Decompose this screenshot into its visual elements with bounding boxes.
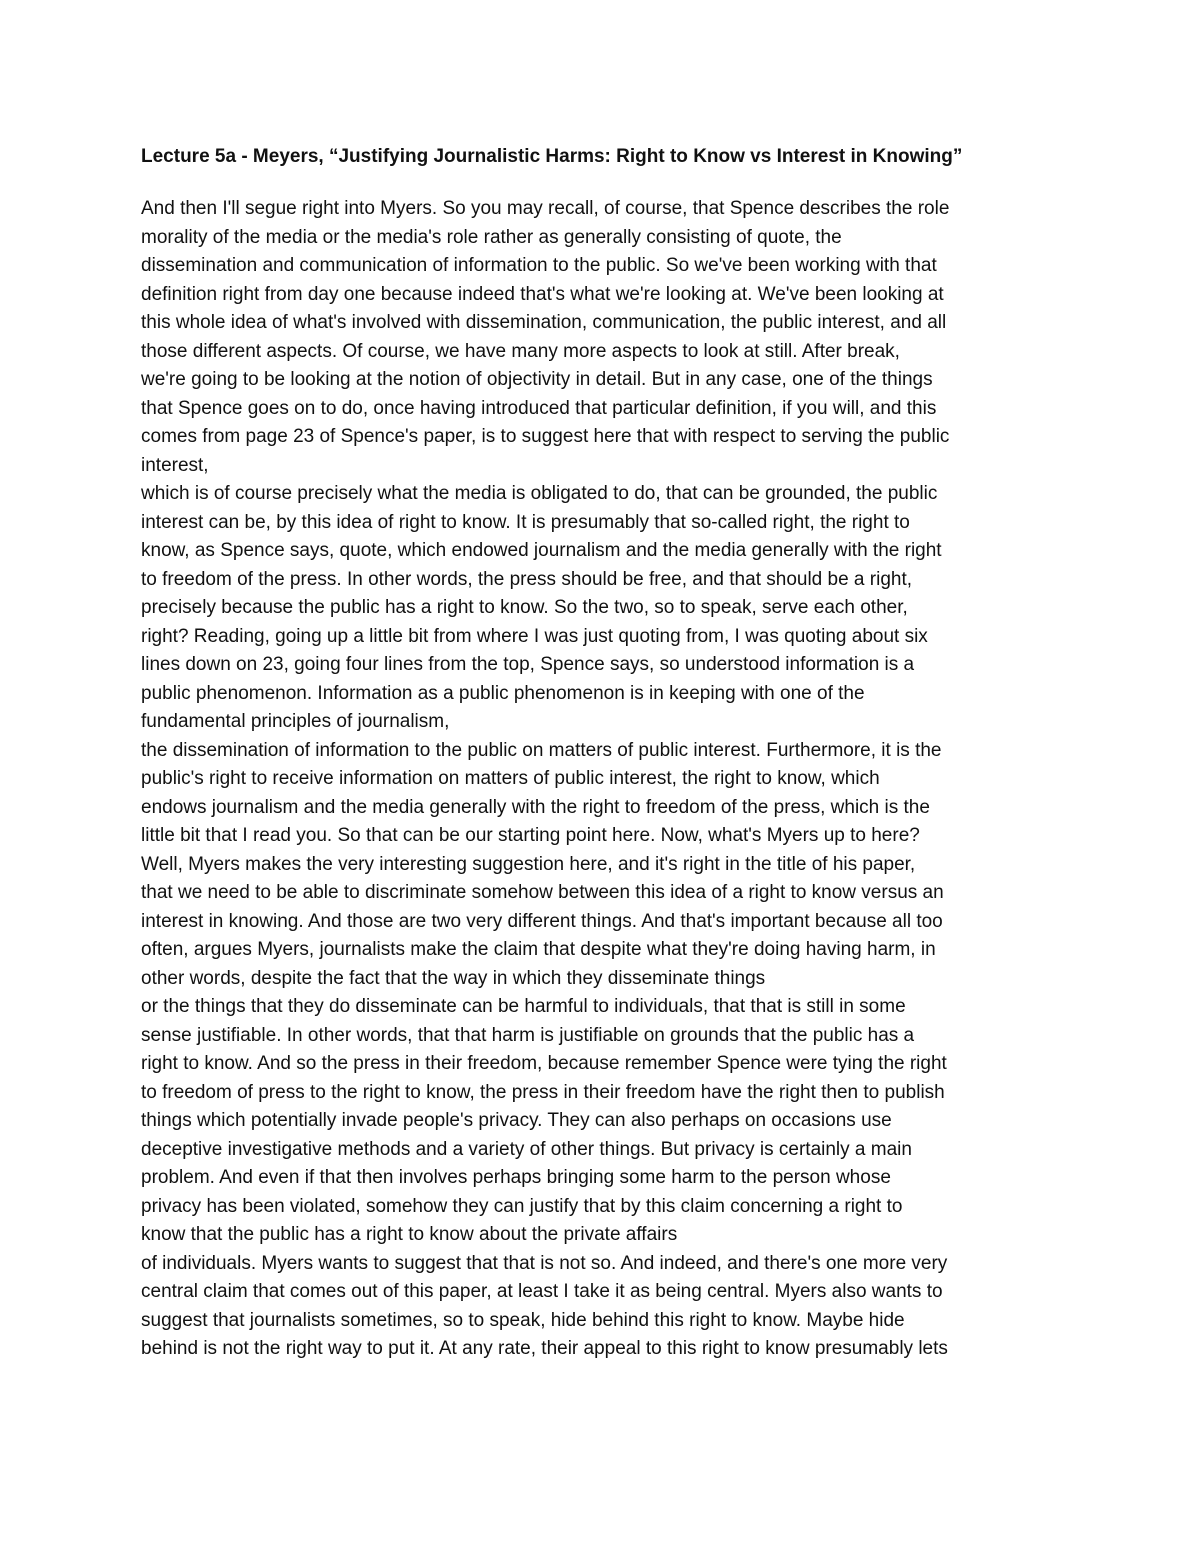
paragraph-4: or the things that they do disseminate can be harmful to individuals, that that is still in some sense justifiable. In other words, that that harm is justifiable on grounds that the public has a right to know. And so the press in their freedom, because remember Spence were tying the right to freedom of press to the right to know, the press in their freedom have the right then to publish things which potentially invade people's privacy. They can also perhaps on occasions use deceptive investigative methods and a variety of other things. But privacy is certainly a main problem. And even if that then involves perhaps bringing some harm to the person whose privacy has been violated, somehow they can justify that by this claim concerning a right to know that the public has a right to know about the private affairs xyxy=(141,996,947,1245)
document-body xyxy=(141,142,1061,1364)
paragraph-1: And then I'll segue right into Myers. So you may recall, of course, that Spence describes the role morality of the media or the media's role rather as generally consisting of quote, the dissemination and communication of information to the public. So we've been working with that definition right from day one because indeed that's what we're looking at. We've been looking at this whole idea of what's involved with dissemination, communication, the public interest, and all those different aspects. Of course, we have many more aspects to look at still. After break, we're going to be looking at the notion of objectivity in detail. But in any case, one of the things that Spence goes on to do, once having introduced that particular definition, if you will, and this comes from page 23 of Spence's paper, is to suggest here that with respect to serving the public interest, xyxy=(141,198,950,476)
paragraph-2: which is of course precisely what the media is obligated to do, that can be grounded, the public interest can be, by this idea of right to know. It is presumably that so-called right, the right to know, as Spence says, quote, which endowed journalism and the media generally with the right to freedom of the press. In other words, the press should be free, and that should be a right, precisely because the public has a right to know. So the two, so to speak, serve each other, right? Reading, going up a little bit from where I was just quoting from, I was quoting about six lines down on 23, going four lines from the top, Spence says, so understood information is a public phenomenon. Information as a public phenomenon is in keeping with one of the fundamental principles of journalism, xyxy=(141,483,942,732)
paragraph-5: of individuals. Myers wants to suggest that that is not so. And indeed, and there's one more very central claim that comes out of this paper, at least I take it as being central. Myers also wants to suggest that journalists sometimes, so to speak, hide behind this right to know. Maybe hide behind is not the right way to put it. At any rate, their appeal to this right to know presumably lets xyxy=(141,1252,948,1359)
paragraph-3: the dissemination of information to the public on matters of public interest. Furthermore, it is the public's right to receive information on matters of public interest, the right to know, which endows journalism and the media generally with the right to freedom of the press, which is the little bit that I read you. So that can be our starting point here. Now, what's Myers up to here? Well, Myers makes the very interesting suggestion here, and it's right in the title of his paper, that we need to be able to discriminate somehow between this idea of a right to know versus an interest in knowing. And those are two very different things. And that's important because all too often, argues Myers, journalists make the claim that despite what they're doing having harm, in other words, despite the fact that the way in which they disseminate things xyxy=(141,739,944,989)
lecture-title: Lecture 5a - Meyers, “Justifying Journalistic Harms: Right to Know vs Interest in Knowing” xyxy=(141,146,963,167)
